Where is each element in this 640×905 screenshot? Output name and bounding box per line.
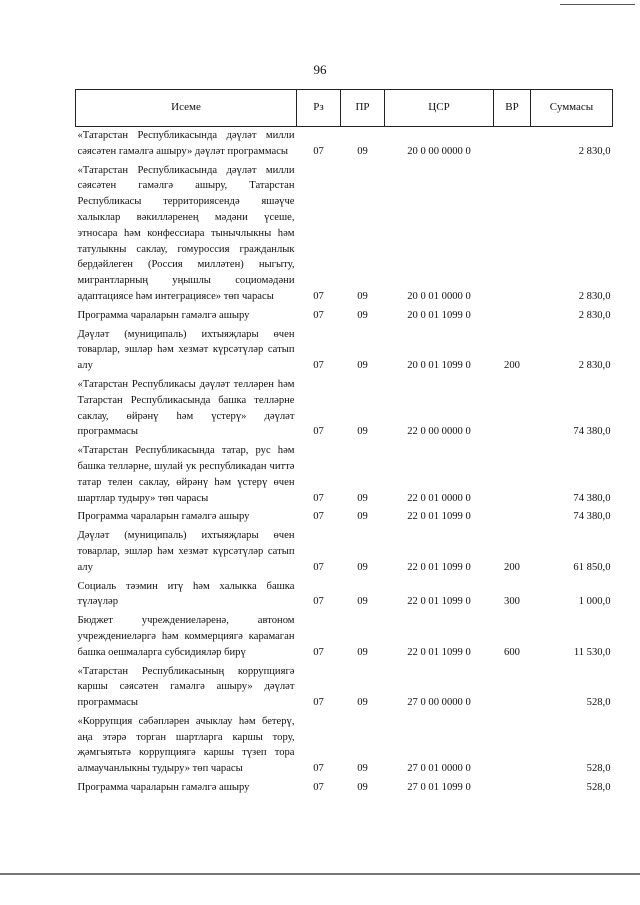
row-rz: 07 [313, 145, 324, 157]
header-rz: Рз [297, 90, 341, 127]
row-vr [494, 663, 531, 713]
row-name: Бюджет учреждениеләренә, автоном учреждениеләргә һәм коммерциягә карамаган башка оешмаларга субсидияләр бирү [77, 615, 295, 658]
row-csr: 22 0 00 0000 0 [407, 426, 471, 438]
row-sum: 528,0 [586, 763, 611, 775]
table-row [76, 779, 613, 798]
row-rz: 07 [313, 646, 324, 658]
row-name: Дәүләт (муниципаль) ихтыяҗлары өчен товарлар, эшләр һәм хезмәт күрсәтүләр сатып алу [77, 530, 295, 573]
row-csr: 22 0 01 1099 0 [407, 646, 471, 658]
row-csr: 27 0 00 0000 0 [407, 697, 471, 709]
row-sum: 74 380,0 [573, 426, 611, 438]
row-pr: 09 [357, 697, 368, 709]
row-sum: 11 530,0 [573, 646, 611, 658]
row-vr: 600 [504, 646, 520, 658]
header-sum: Суммасы [531, 90, 613, 127]
table-row [76, 307, 613, 326]
row-name: Программа чараларын гамәлгә ашыру [77, 782, 250, 794]
row-pr: 09 [357, 763, 368, 775]
row-pr: 09 [357, 492, 368, 504]
row-rz: 07 [313, 426, 324, 438]
row-csr: 27 0 01 1099 0 [407, 782, 471, 794]
row-name: Социаль тәэмин итү һәм халыкка башка түләүләр [77, 580, 295, 608]
row-name: «Татарстан Республикасы дәүләт телләрен һәм Татарстан Республикасында башка телләрне саклау, өйрәнү һәм үстерү» дәүләт программасы [77, 378, 295, 438]
row-name: «Коррупция сәбәпләрен ачыклау һәм бетерү, аңа этәрә торган шартларга каршы тору, җәмгыятьтә коррупциягә каршы түзеп тора алмаучанлыкны тудыру» төп чарасы [77, 715, 295, 775]
table-row [76, 612, 613, 662]
row-sum: 2 830,0 [578, 145, 611, 157]
row-rz: 07 [313, 290, 324, 302]
row-csr: 20 0 00 0000 0 [407, 145, 471, 157]
row-name: Дәүләт (муниципаль) ихтыяҗлары өчен товарлар, эшләр һәм хезмәт күрсәтүләр сатып алу [77, 328, 295, 372]
row-name: «Татарстан Республикасында дәүләт милли сәясәтен гамәлгә ашыру, Татарстан Республикасы территориясендә яшәүче халыклар вәкилләренең мәдәни үсеше, этносара һәм конфессиара тынычлыкны һәм татулыкны саклау, гомуроссия гражданлык бердәйлеген (Россия милләтен) ныгыту, мигрантларның уңышлы социомәдәни адаптациясе һәм интеграциясе» төп чарасы [77, 164, 295, 302]
header-pr: ПР [341, 90, 385, 127]
row-sum: 74 380,0 [573, 492, 611, 504]
table-row [76, 326, 613, 376]
row-vr: 200 [504, 561, 520, 573]
row-pr: 09 [357, 561, 368, 573]
row-vr [494, 307, 531, 326]
row-name: Программа чараларын гамәлгә ашыру [77, 309, 250, 321]
row-rz: 07 [313, 309, 324, 321]
table-row [76, 713, 613, 779]
row-csr: 22 0 01 1099 0 [407, 596, 471, 608]
row-csr: 20 0 01 1099 0 [407, 309, 471, 321]
budget-table [75, 89, 613, 798]
row-rz: 07 [313, 511, 324, 523]
row-sum: 74 380,0 [573, 511, 611, 523]
header-csr: ЦСР [385, 90, 494, 127]
row-rz: 07 [313, 492, 324, 504]
row-csr: 27 0 01 0000 0 [407, 763, 471, 775]
row-sum: 528,0 [586, 782, 611, 794]
row-sum: 2 830,0 [578, 309, 611, 321]
row-csr: 22 0 01 0000 0 [407, 492, 471, 504]
row-rz: 07 [313, 697, 324, 709]
row-vr [494, 376, 531, 442]
row-vr [494, 508, 531, 527]
row-csr: 22 0 01 1099 0 [407, 511, 471, 523]
table-row [76, 127, 613, 162]
row-vr [494, 442, 531, 508]
row-vr [494, 779, 531, 798]
row-pr: 09 [357, 511, 368, 523]
page-number: 96 [313, 62, 327, 77]
row-name: «Татарстан Республикасында татар, рус һәм башка телләрне, шулай ук республикадан читтә татар телен саклау, өйрәнү һәм үстерү өчен шартлар тудыру» төп чарасы [77, 445, 295, 504]
table-row [76, 442, 613, 508]
row-pr: 09 [357, 290, 368, 302]
row-csr: 20 0 01 1099 0 [407, 360, 471, 372]
row-pr: 09 [357, 360, 368, 372]
row-rz: 07 [313, 782, 324, 794]
table-row [76, 578, 613, 613]
row-vr [494, 713, 531, 779]
table-row [76, 162, 613, 307]
row-name: Программа чараларын гамәлгә ашыру [77, 511, 250, 523]
row-sum: 1 000,0 [578, 596, 611, 608]
row-sum: 528,0 [586, 697, 611, 709]
table-row [76, 527, 613, 577]
row-rz: 07 [313, 561, 324, 573]
row-rz: 07 [313, 596, 324, 608]
row-vr [494, 162, 531, 307]
row-name: «Татарстан Республикасының коррупциягә каршы сәясәтен гамәлгә ашыру» дәүләт программасы [77, 665, 295, 709]
row-pr: 09 [357, 782, 368, 794]
row-vr: 300 [504, 596, 520, 608]
row-vr: 200 [504, 360, 520, 372]
row-pr: 09 [357, 646, 368, 658]
table-row [76, 376, 613, 442]
row-pr: 09 [357, 426, 368, 438]
table-row [76, 508, 613, 527]
row-sum: 61 850,0 [573, 561, 611, 573]
header-vr: ВР [494, 90, 531, 127]
table-header-row [76, 90, 613, 127]
scan-edge-bottom [0, 873, 640, 875]
row-sum: 2 830,0 [578, 360, 611, 372]
row-rz: 07 [313, 763, 324, 775]
table-row [76, 663, 613, 713]
row-pr: 09 [357, 145, 368, 157]
row-name: «Татарстан Республикасында дәүләт милли сәясәтен гамәлгә ашыру» дәүләт программасы [77, 130, 295, 157]
row-csr: 22 0 01 1099 0 [407, 561, 471, 573]
row-pr: 09 [357, 309, 368, 321]
row-sum: 2 830,0 [578, 290, 611, 302]
row-csr: 20 0 01 0000 0 [407, 290, 471, 302]
row-vr [494, 127, 531, 162]
row-pr: 09 [357, 596, 368, 608]
header-name: Исеме [76, 90, 297, 127]
scan-edge-top [560, 4, 635, 5]
row-rz: 07 [313, 360, 324, 372]
